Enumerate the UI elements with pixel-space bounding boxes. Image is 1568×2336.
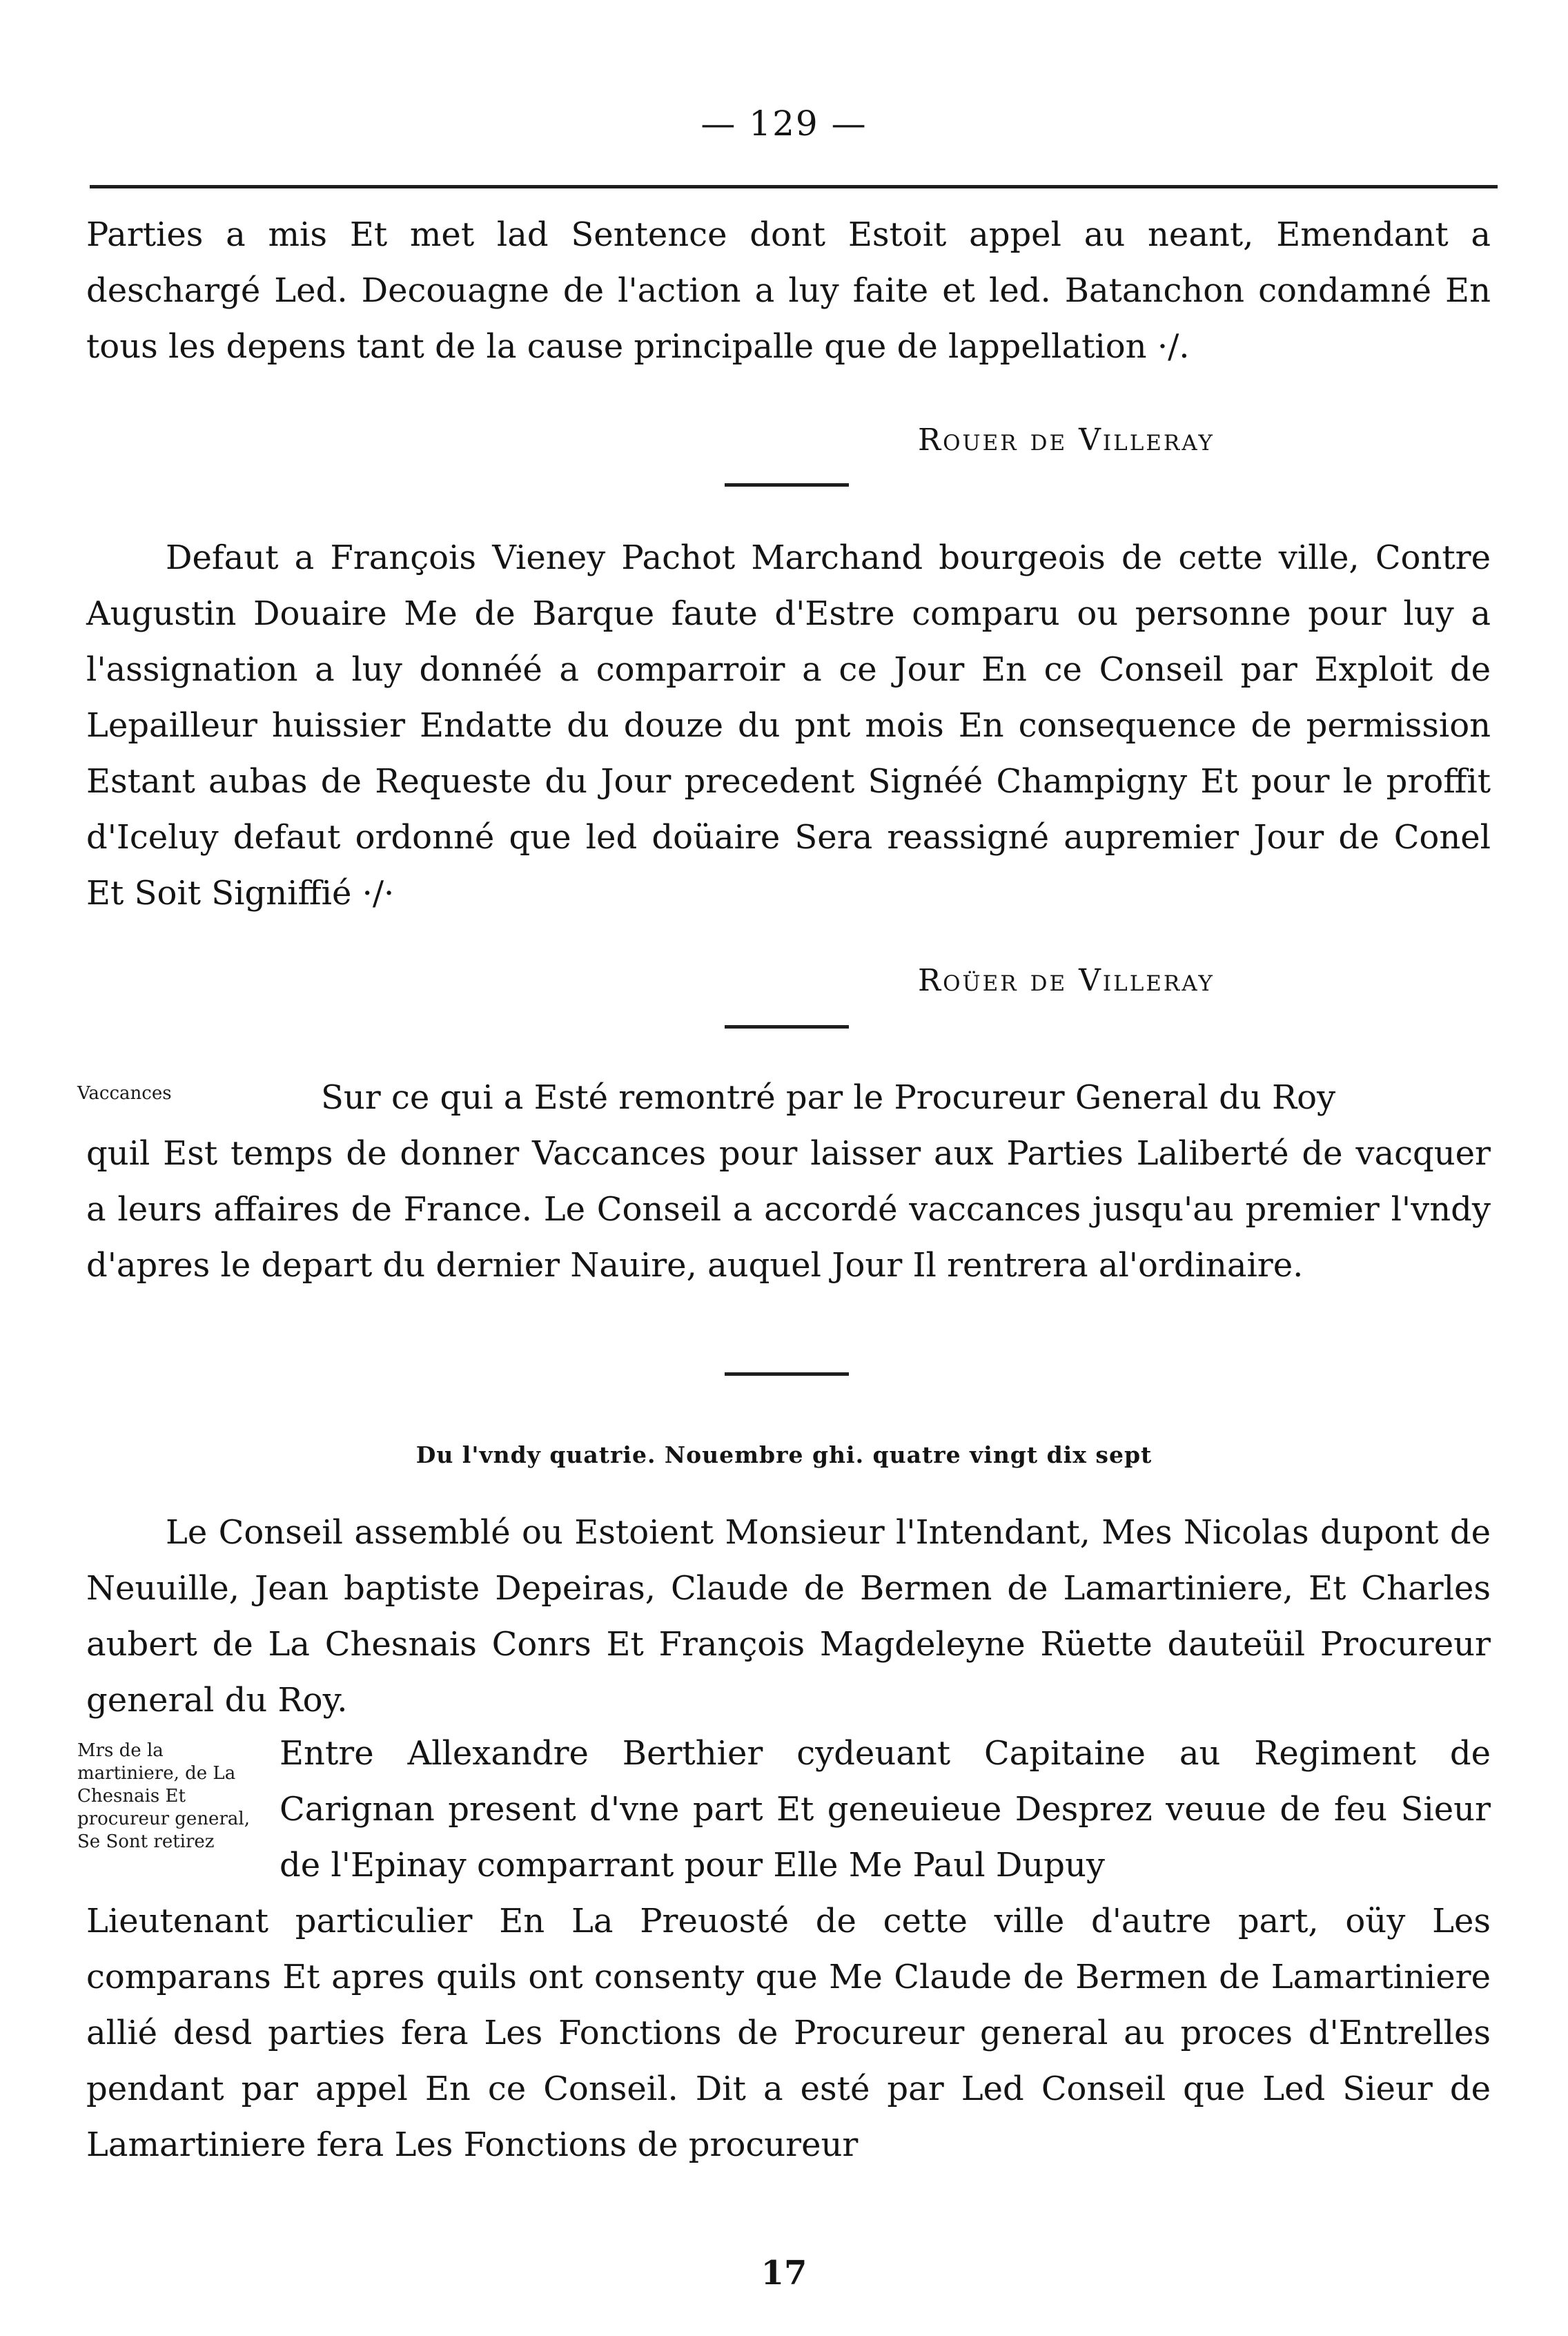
margin-note-retirez: Mrs de la martiniere, de La Chesnais Et procureur general, Se Sont retirez bbox=[77, 1740, 250, 1852]
paragraph-entre-first-lines: Entre Allexandre Berthier cydeuant Capitaine au Regiment de Carignan present d'vne part Et geneuieue Desprez veuue de feu Sieur de l'Epinay comparrant pour Elle Me Paul Dupuy bbox=[280, 1734, 1491, 1885]
signature-mark: 17 bbox=[761, 2254, 807, 2293]
signature-rouer-de-villeray-2: Roüer de Villeray bbox=[918, 963, 1215, 998]
paragraph-vaccances: quil Est temps de donner Vaccances pour laisser aux Parties Laliberté de vacquer a leurs affaires de France. Le Conseil a accordé vaccances jusqu'au premier l'vndy d'apres le depart du dernier Nauire, auquel Jour Il rentrera al'ordinaire. bbox=[86, 1134, 1491, 1285]
separator-rule bbox=[725, 1025, 849, 1029]
paragraph-defaut: Defaut a François Vieney Pachot Marchand bourgeois de cette ville, Contre Augustin Douaire Me de Barque faute d'Estre comparu ou personne pour luy a l'assignation a luy donnéé a comparroir a ce Jour En ce Conseil par Exploit de Lepailleur huissier Endatte du douze du pnt mois En consequence de permission Estant aubas de Requeste du Jour precedent Signéé Champigny Et pour le proffit d'Iceluy defaut ordonné que led doüaire Sera reassigné aupremier Jour de Conel Et Soit Signiffié ·/· bbox=[86, 538, 1491, 913]
separator-rule bbox=[725, 483, 849, 487]
separator-rule bbox=[725, 1372, 849, 1376]
paragraph-vaccances-first-line: Sur ce qui a Esté remontré par le Procureur General du Roy bbox=[321, 1078, 1336, 1117]
page-number: — 129 — bbox=[700, 104, 868, 144]
header-rule bbox=[90, 185, 1498, 188]
section-heading-date: Du l'vndy quatrie. Nouembre ghi. quatre vingt dix sept bbox=[415, 1441, 1153, 1468]
paragraph-conseil-assemble: Le Conseil assemblé ou Estoient Monsieur l'Intendant, Mes Nicolas dupont de Neuuille, Jean baptiste Depeiras, Claude de Bermen de Lamartiniere, Et Charles aubert de La Chesnais Conrs Et François Magdeleyne Rüette dauteüil Procureur general du Roy. bbox=[86, 1513, 1491, 1720]
signature-rouer-de-villeray: Rouer de Villeray bbox=[918, 422, 1215, 458]
paragraph-sentence: Parties a mis Et met lad Sentence dont Estoit appel au neant, Emendant a deschargé Led. Decouagne de l'action a luy faite et led. Batanchon condamné En tous les depens tant de la cause principalle que de lappellation ·/. bbox=[86, 215, 1491, 366]
paragraph-entre: Lieutenant particulier En La Preuosté de cette ville d'autre part, oüy Les comparans Et apres quils ont consenty que Me Claude de Bermen de Lamartiniere allié desd parties fera Les Fonctions de Procureur general au proces d'Entrelles pendant par appel En ce Conseil. Dit a esté par Led Conseil que Led Sieur de Lamartiniere fera Les Fonctions de procureur bbox=[86, 1902, 1491, 2164]
margin-note-vaccances: Vaccances bbox=[77, 1083, 172, 1104]
